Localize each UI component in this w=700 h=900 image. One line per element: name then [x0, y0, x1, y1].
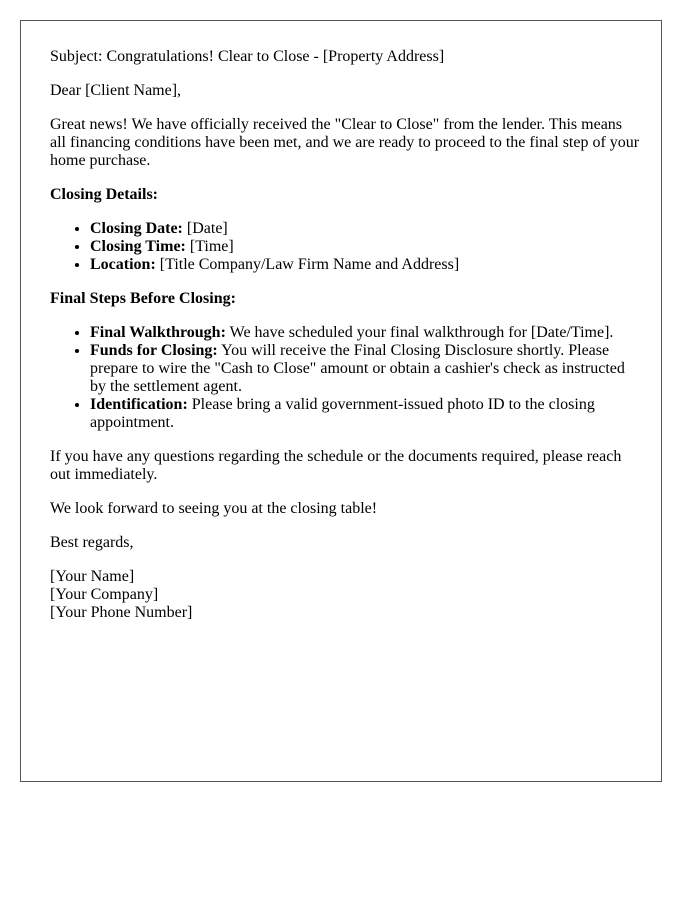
final-steps-list: [50, 324, 640, 432]
closing-details-list: [50, 220, 640, 274]
closing-date-item: [90, 220, 640, 238]
final-walkthrough-item: [90, 324, 640, 342]
letter-body: [50, 48, 640, 622]
signature-company: [Your Company]: [50, 586, 159, 603]
closing-date-value: [Date]: [182, 220, 228, 237]
funds-for-closing-label: Funds for Closing:: [90, 342, 218, 359]
identification-label: Identification:: [90, 396, 188, 413]
final-walkthrough-value: We have scheduled your final walkthrough for [Date/Time].: [225, 324, 614, 341]
sign-off: Best regards,: [50, 534, 134, 551]
closing-time-label: Closing Time:: [90, 238, 186, 255]
signature-name: [Your Name]: [50, 568, 135, 585]
location-label: Location:: [90, 256, 156, 273]
signature-phone: [Your Phone Number]: [50, 604, 193, 621]
closing-date-label: Closing Date:: [90, 220, 183, 237]
questions-paragraph: If you have any questions regarding the schedule or the documents required, please reach out immediately.: [50, 448, 622, 483]
location-item: [90, 256, 640, 274]
location-value: [Title Company/Law Firm Name and Address]: [155, 256, 460, 273]
final-walkthrough-label: Final Walkthrough:: [90, 324, 226, 341]
identification-item: [90, 396, 640, 432]
funds-for-closing-item: [90, 342, 640, 396]
funds-for-closing-value: You will receive the Final Closing Disclosure shortly. Please prepare to wire the "Cash to Close" amount or obtain a cashier's check as instructed by the settlement agent.: [90, 342, 625, 395]
subject-line: Subject: Congratulations! Clear to Close - [Property Address]: [50, 48, 445, 65]
letter-frame: [20, 20, 662, 782]
closing-time-value: [Time]: [185, 238, 234, 255]
closing-time-item: [90, 238, 640, 256]
signature-block: [50, 568, 640, 622]
intro-paragraph: Great news! We have officially received the "Clear to Close" from the lender. This means all financing conditions have been met, and we are ready to proceed to the final step of your home purchase.: [50, 116, 640, 169]
salutation: Dear [Client Name],: [50, 82, 182, 99]
final-steps-heading: Final Steps Before Closing:: [50, 290, 236, 307]
look-forward-paragraph: We look forward to seeing you at the closing table!: [50, 500, 378, 517]
closing-details-heading: Closing Details:: [50, 186, 158, 203]
identification-value: Please bring a valid government-issued photo ID to the closing appointment.: [90, 396, 595, 431]
